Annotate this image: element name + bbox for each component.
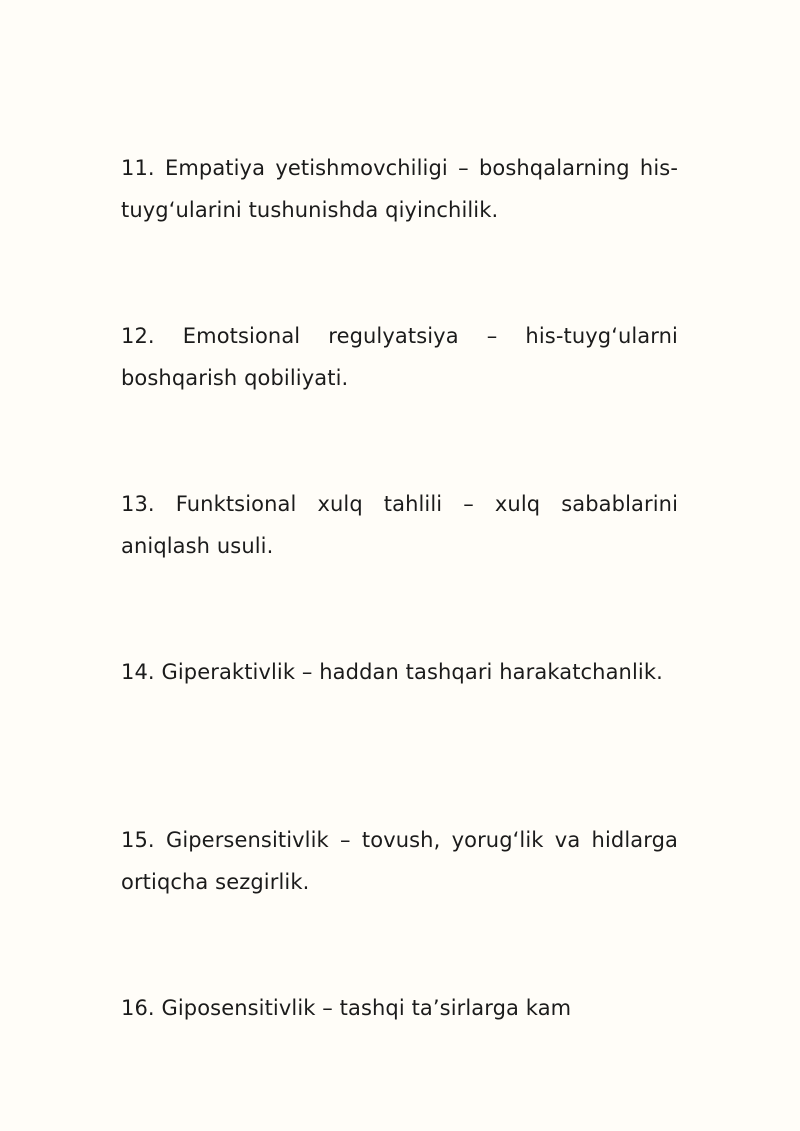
glossary-entry-15: 15. Gipersensitivlik – tovush, yorug‘lik va hidlarga ortiqcha sezgirlik. <box>121 828 678 894</box>
glossary-entry-12: 12. Emotsional regulyatsiya – his-tuyg‘ularni boshqarish qobiliyati. <box>121 324 678 390</box>
glossary-entry-13: 13. Funktsional xulq tahlili – xulq sabablarini aniqlash usuli. <box>121 492 678 558</box>
glossary-entry-14: 14. Giperaktivlik – haddan tashqari harakatchanlik. <box>121 660 663 684</box>
glossary-entry-16: 16. Giposensitivlik – tashqi ta’sirlarga kam <box>121 996 572 1020</box>
glossary-entry-11: 11. Empatiya yetishmovchiligi – boshqalarning his-tuyg‘ularini tushunishda qiyinchilik. <box>121 156 678 222</box>
